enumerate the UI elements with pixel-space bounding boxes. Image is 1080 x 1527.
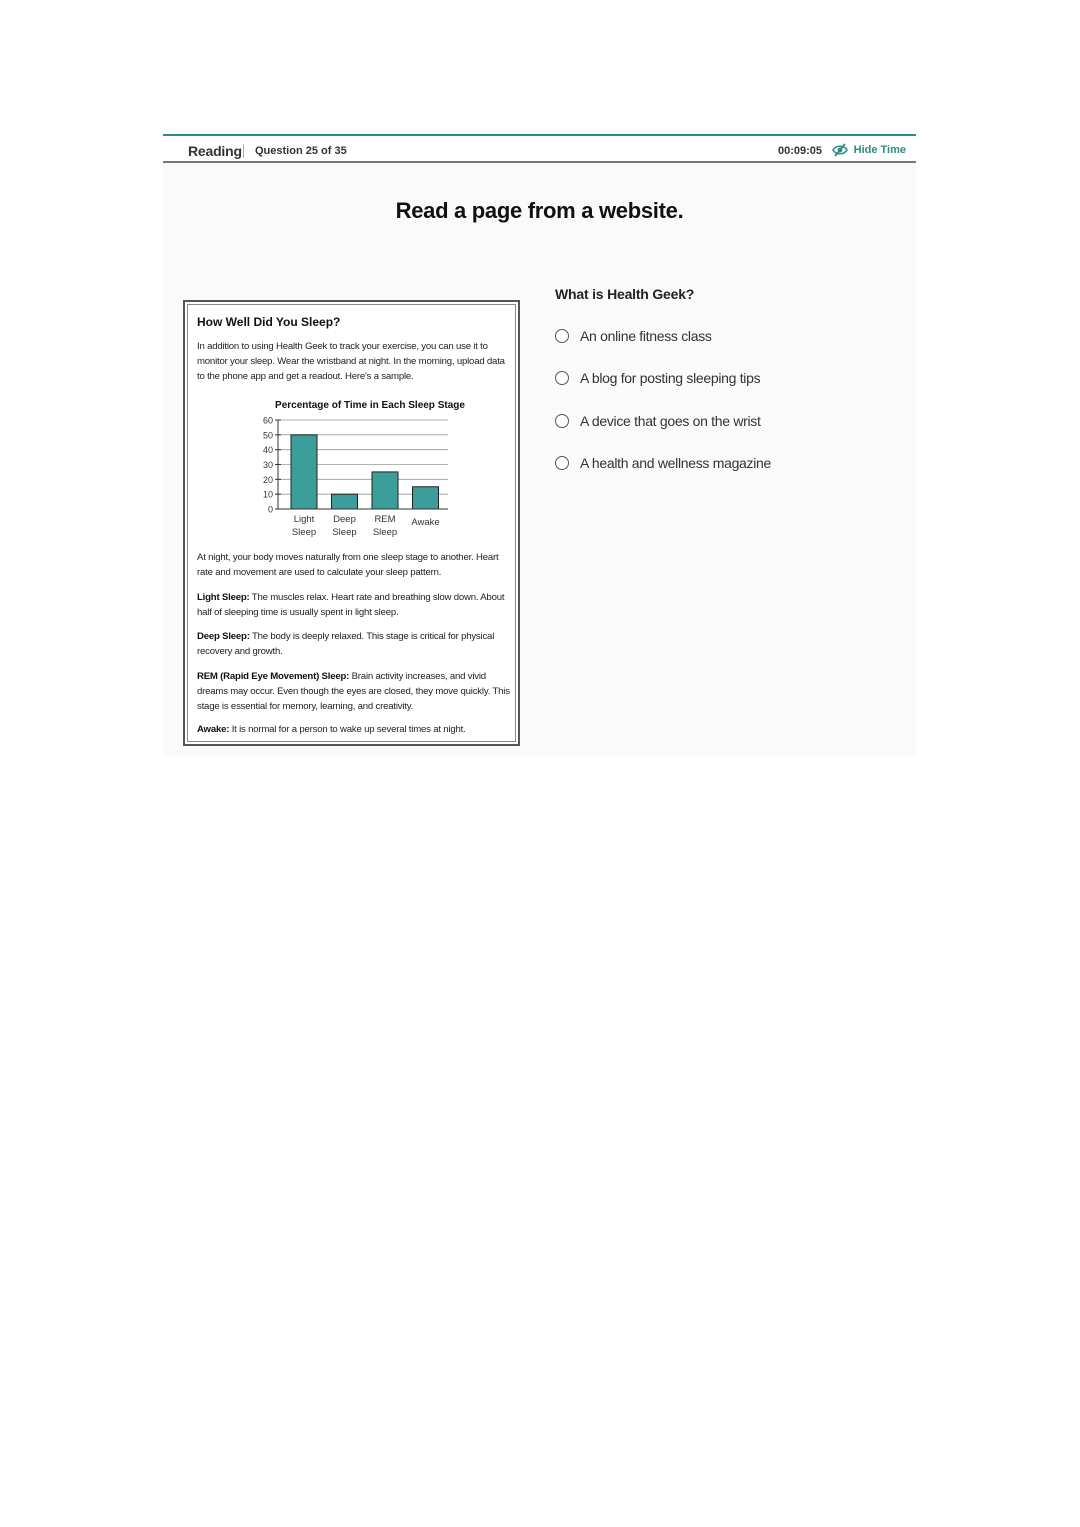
bar bbox=[372, 472, 398, 509]
x-tick-label: Sleep bbox=[372, 527, 398, 538]
passage-inner-frame bbox=[187, 304, 516, 742]
radio-button[interactable] bbox=[555, 456, 569, 470]
y-tick-label: 10 bbox=[262, 489, 273, 500]
test-screen bbox=[163, 134, 916, 756]
y-tick-label: 30 bbox=[262, 460, 273, 470]
y-tick-label: 40 bbox=[262, 445, 273, 456]
sleep-stage-chart bbox=[248, 398, 468, 543]
chart-title: Percentage of Time in Each Sleep Stage bbox=[275, 400, 465, 411]
section-label: Reading bbox=[188, 143, 242, 159]
x-tick-label: REM bbox=[374, 514, 396, 525]
question-counter: Question 25 of 35 bbox=[255, 145, 347, 157]
stage-text: The body is deeply relaxed. This stage is critical for physical recovery and growth. bbox=[197, 631, 495, 657]
y-tick-label: 0 bbox=[267, 504, 273, 515]
stage-term: Deep Sleep: bbox=[197, 631, 250, 642]
stage-term: Light Sleep: bbox=[197, 592, 250, 603]
eye-slash-icon bbox=[832, 143, 848, 157]
x-tick-label: Light bbox=[293, 514, 315, 525]
passage-after-chart: At night, your body moves naturally from one sleep stage to another. Heart rate and movement are used to calculate your sleep pattern. bbox=[197, 552, 499, 578]
stage-deep-sleep bbox=[197, 629, 513, 659]
stage-term: REM (Rapid Eye Movement) Sleep: bbox=[197, 671, 350, 682]
bar bbox=[413, 487, 439, 509]
radio-button[interactable] bbox=[555, 329, 569, 343]
page-title: Read a page from a website. bbox=[395, 198, 684, 223]
answer-option[interactable] bbox=[555, 452, 771, 474]
x-tick-label: Awake bbox=[411, 517, 440, 528]
stage-awake bbox=[197, 722, 513, 737]
stage-text: It is normal for a person to wake up several times at night. bbox=[231, 724, 466, 735]
passage-box bbox=[183, 300, 520, 746]
radio-button[interactable] bbox=[555, 414, 569, 428]
stage-light-sleep bbox=[197, 590, 513, 620]
y-tick-label: 50 bbox=[262, 430, 273, 441]
hide-time-label: Hide Time bbox=[853, 144, 906, 156]
answer-option-label: A device that goes on the wrist bbox=[580, 413, 761, 429]
timer: 00:09:05 bbox=[777, 145, 822, 157]
header-divider bbox=[243, 144, 244, 158]
y-tick-label: 20 bbox=[262, 474, 273, 485]
y-tick-label: 60 bbox=[262, 415, 273, 426]
header-bar bbox=[163, 134, 916, 163]
answer-option[interactable] bbox=[555, 367, 760, 389]
hide-time-button[interactable] bbox=[832, 141, 906, 159]
answer-option-label: An online fitness class bbox=[580, 328, 712, 344]
x-tick-label: Sleep bbox=[332, 527, 357, 538]
passage-intro: In addition to using Health Geek to track your exercise, you can use it to monitor your sleep. Wear the wristband at night. In the morning, upload data to the phone app and get a readout. Here's a sample. bbox=[197, 341, 505, 382]
radio-button[interactable] bbox=[555, 371, 569, 385]
passage-title: How Well Did You Sleep? bbox=[197, 315, 341, 329]
stage-text: The muscles relax. Heart rate and breathing slow down. About half of sleeping time is usually spent in light sleep. bbox=[197, 592, 505, 618]
chart-x-labels bbox=[292, 514, 440, 538]
answer-option-label: A health and wellness magazine bbox=[580, 455, 772, 471]
bar bbox=[332, 494, 358, 509]
stage-rem-sleep bbox=[197, 669, 513, 714]
stage-text: Brain activity increases, and vivid dreams may occur. Even though the eyes are closed, they move quickly. This stage is essential for memory, learning, and creativity. bbox=[197, 671, 510, 712]
x-tick-label: Deep bbox=[333, 514, 356, 525]
bar bbox=[291, 435, 317, 509]
chart-bars bbox=[291, 435, 439, 509]
answer-option-label: A blog for posting sleeping tips bbox=[580, 370, 761, 386]
question-stem: What is Health Geek? bbox=[555, 286, 695, 302]
stage-term: Awake: bbox=[197, 724, 230, 735]
answer-option[interactable] bbox=[555, 410, 761, 432]
answer-option[interactable] bbox=[555, 325, 712, 347]
x-tick-label: Sleep bbox=[291, 527, 317, 538]
